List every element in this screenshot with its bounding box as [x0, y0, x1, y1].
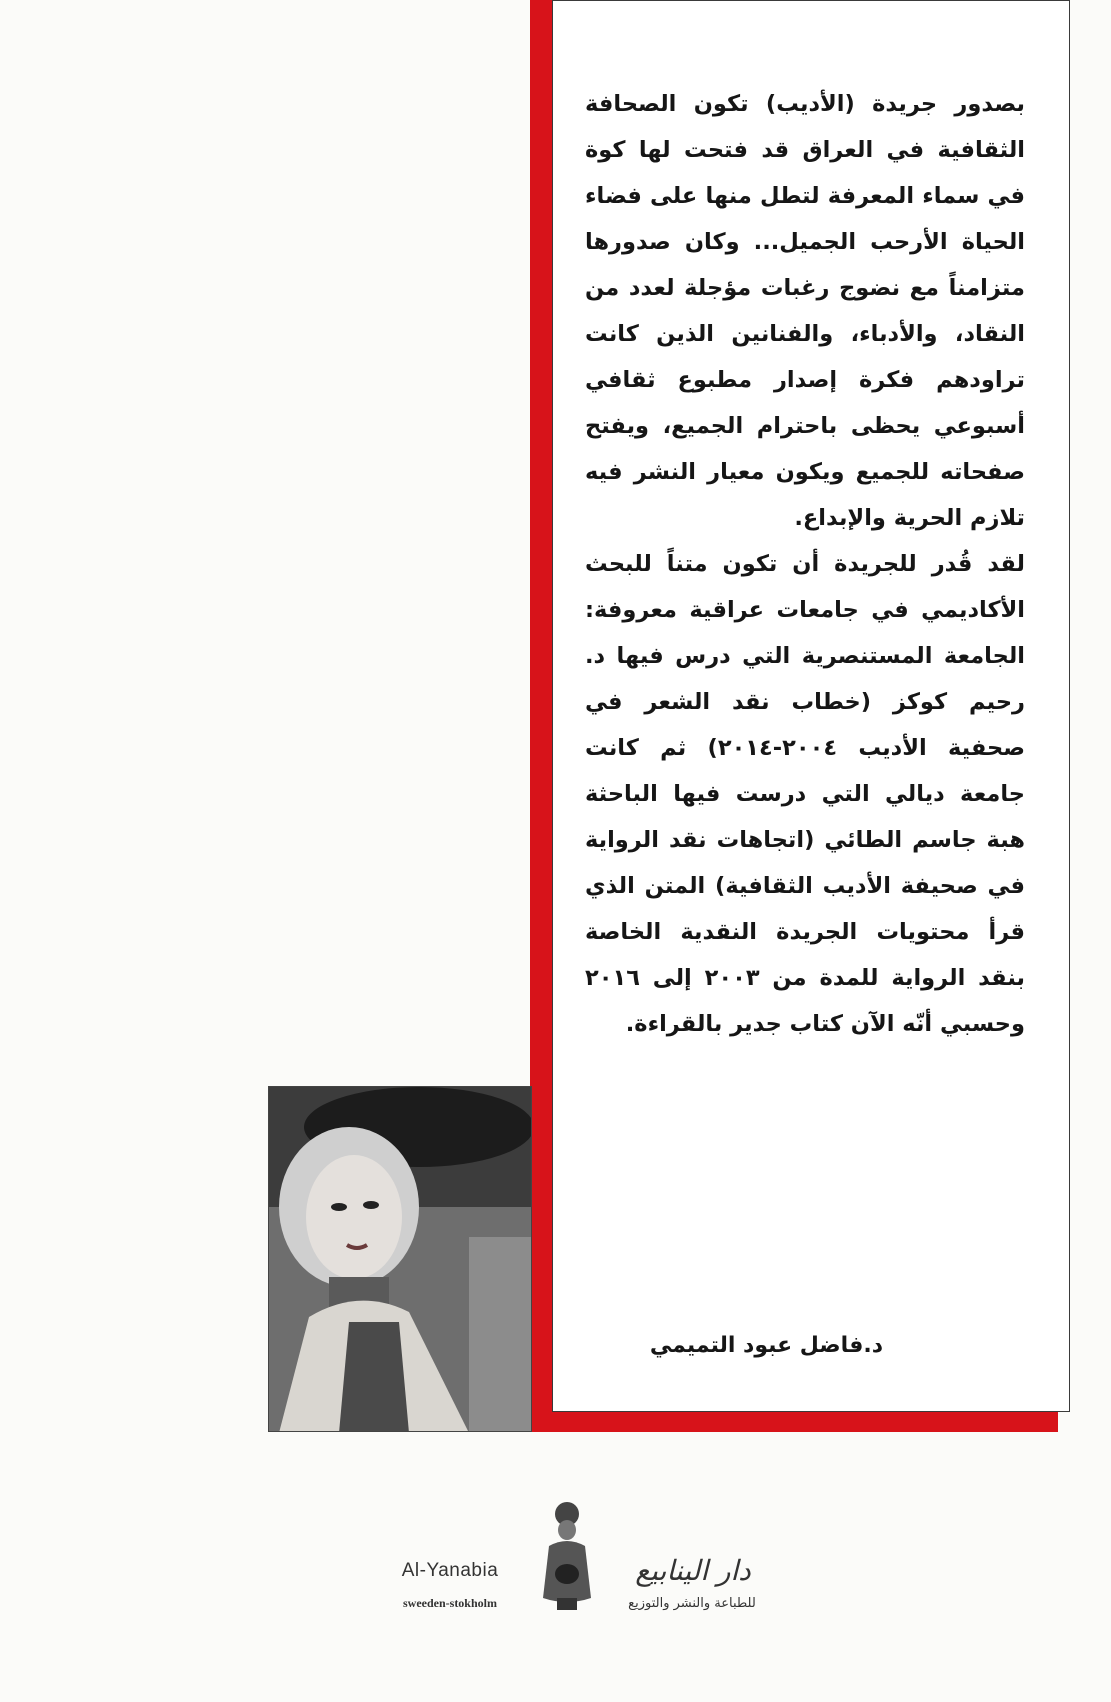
- blurb-paragraph-2: لقد قُدر للجريدة أن تكون متناً للبحث الأكاديمي في جامعات عراقية معروفة: الجامعة المستنصرية التي درس فيها د. رحيم كوكز (خطاب نقد الشعر في صحفية الأديب ٢٠٠٤-٢٠١٤) ثم كانت جامعة ديالي التي درست فيها الباحثة هبة جاسم الطائي (اتجاهات نقد الرواية في صحيفة الأديب الثقافية) المتن الذي قرأ محتويات الجريدة النقدية الخاصة بنقد الرواية للمدة من ٢٠٠٣ إلى ٢٠١٦ وحسبي أنّه الآن كتاب جدير بالقراءة.: [585, 551, 1026, 1037]
- publisher-arabic-name: دار الينابيع: [635, 1554, 751, 1587]
- publisher-logo: [380, 1500, 800, 1620]
- blurb-text: [585, 81, 1025, 1047]
- publisher-location: sweeden-stokholm: [402, 1596, 497, 1610]
- back-cover-text-panel: [552, 0, 1070, 1412]
- publisher-arabic-subtitle: للطباعة والنشر والتوزيع: [628, 1596, 756, 1611]
- portrait-photo-icon: [269, 1087, 532, 1432]
- author-signature: د.فاضل عبود التميمي: [649, 1333, 883, 1358]
- author-portrait-photo: [268, 1086, 532, 1432]
- publisher-latin-name: Al-Yanabia: [401, 1560, 499, 1581]
- publisher-emblem-icon: [535, 1500, 599, 1612]
- blurb-paragraph-1: بصدور جريدة (الأديب) تكون الصحافة الثقافية في العراق قد فتحت لها كوة في سماء المعرفة لتطل منها على فضاء الحياة الأرحب الجميل... وكان صدورها متزامناً مع نضوج رغبات مؤجلة لعدد من النقاد، والأدباء، والفنانين الذين كانت تراودهم فكرة إصدار مطبوع ثقافي أسبوعي يحظى باحترام الجميع، ويفتح صفحاته للجميع ويكون معيار النشر فيه تلازم الحرية والإبداع.: [585, 91, 1025, 531]
